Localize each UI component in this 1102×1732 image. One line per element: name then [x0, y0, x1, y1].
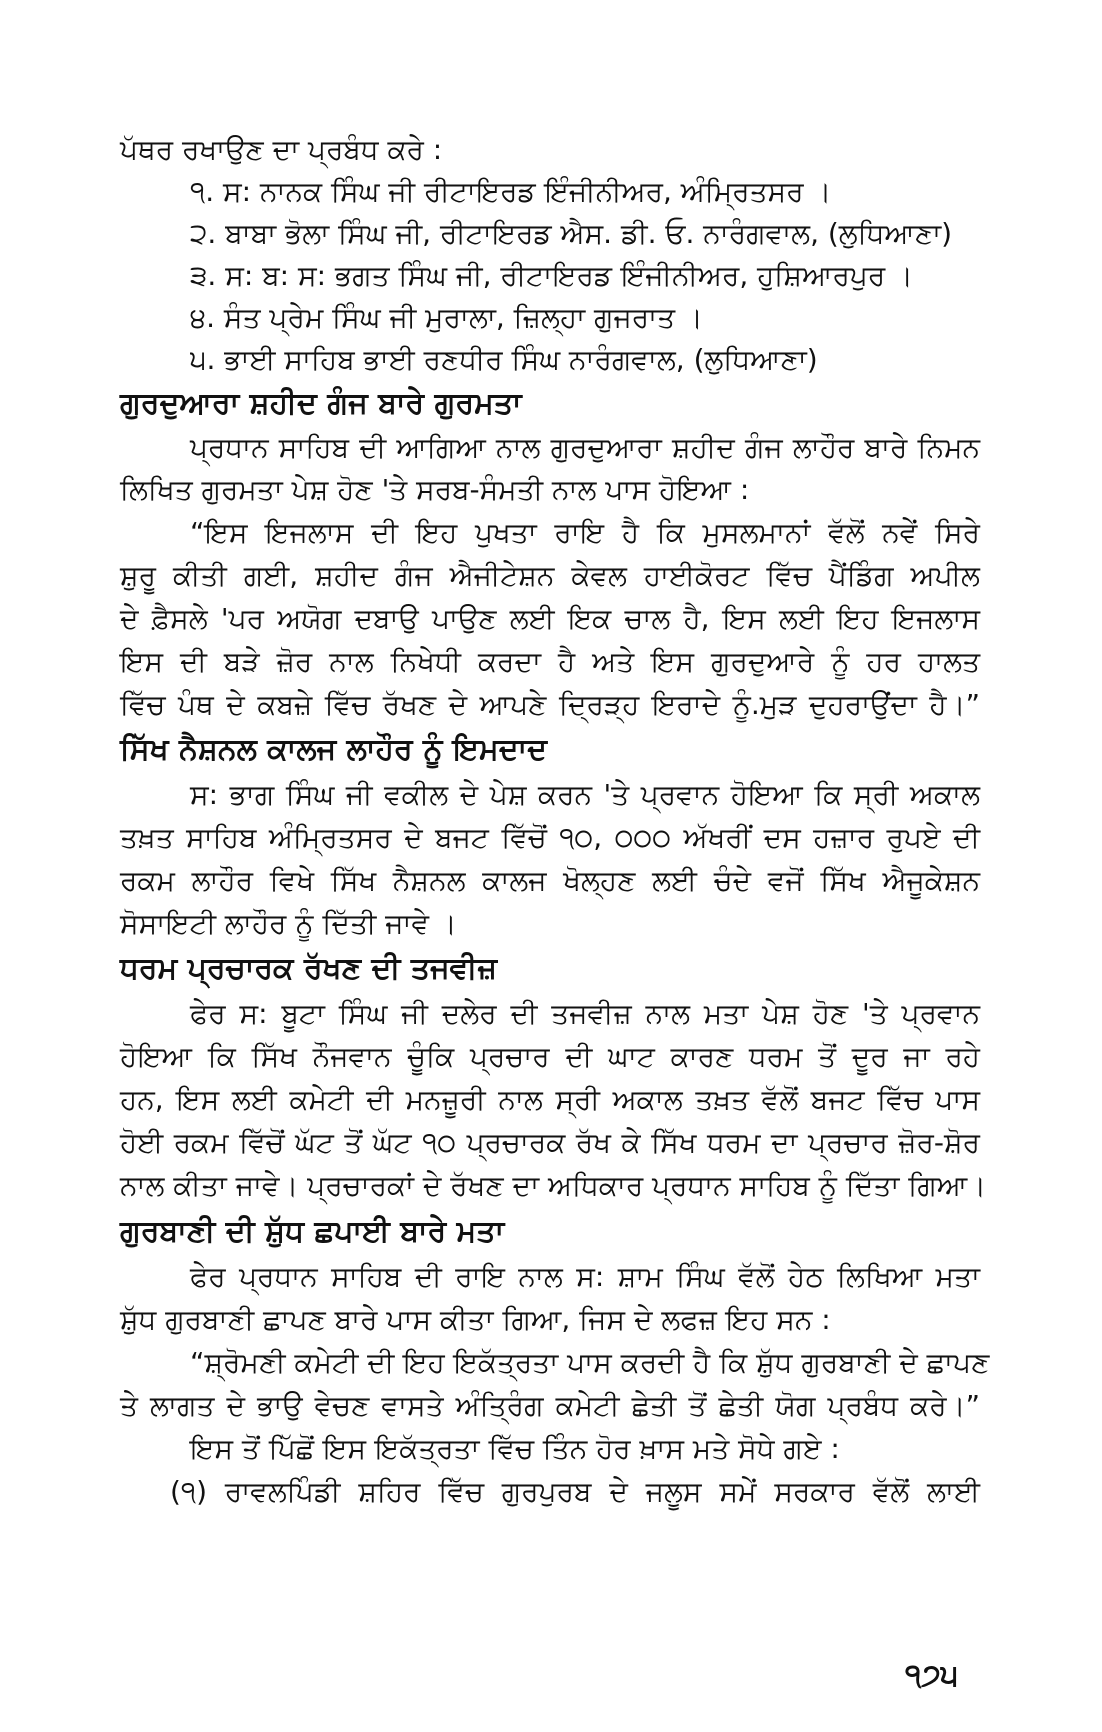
text-line: ਨਾਲ ਕੀਤਾ ਜਾਵੇ। ਪ੍ਰਚਾਰਕਾਂ ਦੇ ਰੱਖਣ ਦਾ ਅਧਿਕਾਰ ਪ੍ਰਧਾਨ ਸਾਹਿਬ ਨੂੰ ਦਿੱਤਾ ਗਿਆ।	[120, 1169, 987, 1202]
text-line: ਸ: ਭਾਗ ਸਿੰਘ ਜੀ ਵਕੀਲ ਦੇ ਪੇਸ਼ ਕਰਨ 'ਤੇ ਪ੍ਰਵਾਨ ਹੋਇਆ ਕਿ ਸ੍ਰੀ ਅਕਾਲ	[190, 778, 980, 811]
text-line: ਤੇ ਲਾਗਤ ਦੇ ਭਾਉ ਵੇਚਣ ਵਾਸਤੇ ਅੰਤ੍ਰਿੰਗ ਕਮੇਟੀ ਛੇਤੀ ਤੋਂ ਛੇਤੀ ਯੋਗ ਪ੍ਰਬੰਧ ਕਰੇ।”	[120, 1389, 980, 1422]
text-line: ਹੋਈ ਰਕਮ ਵਿੱਚੋਂ ਘੱਟ ਤੋਂ ਘੱਟ ੧੦ ਪ੍ਰਚਾਰਕ ਰੱਖ ਕੇ ਸਿੱਖ ਧਰਮ ਦਾ ਪ੍ਰਚਾਰ ਜ਼ੋਰ-ਸ਼ੋਰ	[120, 1126, 980, 1159]
list-item: ੩. ਸ: ਬ: ਸ: ਭਗਤ ਸਿੰਘ ਜੀ, ਰੀਟਾਇਰਡ ਇੰਜੀਨੀਅਰ, ਹੁਸ਼ਿਆਰਪੁਰ ।	[190, 259, 913, 292]
list-item: ੫. ਭਾਈ ਸਾਹਿਬ ਭਾਈ ਰਣਧੀਰ ਸਿੰਘ ਨਾਰੰਗਵਾਲ, (ਲੁਧਿਆਣਾ)	[190, 343, 818, 376]
text-line: ਵਿੱਚ ਪੰਥ ਦੇ ਕਬਜ਼ੇ ਵਿੱਚ ਰੱਖਣ ਦੇ ਆਪਣੇ ਦ੍ਰਿੜ੍ਹ ਇਰਾਦੇ ਨੂੰ.ਮੁੜ ਦੁਹਰਾਉਂਦਾ ਹੈ।”	[120, 688, 980, 721]
text-line: “ਸ਼੍ਰੋਮਣੀ ਕਮੇਟੀ ਦੀ ਇਹ ਇਕੱਤ੍ਰਤਾ ਪਾਸ ਕਰਦੀ ਹੈ ਕਿ ਸ਼ੁੱਧ ਗੁਰਬਾਣੀ ਦੇ ਛਾਪਣ	[190, 1346, 990, 1379]
text-line: ਰਕਮ ਲਾਹੌਰ ਵਿਖੇ ਸਿੱਖ ਨੈਸ਼ਨਲ ਕਾਲਜ ਖੋਲ੍ਹਣ ਲਈ ਚੰਦੇ ਵਜੋਂ ਸਿੱਖ ਐਜੂਕੇਸ਼ਨ	[120, 864, 980, 897]
text-line: ਫੇਰ ਸ: ਬੂਟਾ ਸਿੰਘ ਜੀ ਦਲੇਰ ਦੀ ਤਜਵੀਜ਼ ਨਾਲ ਮਤਾ ਪੇਸ਼ ਹੋਣ 'ਤੇ ਪ੍ਰਵਾਨ	[190, 997, 980, 1030]
text-line: ਫੇਰ ਪ੍ਰਧਾਨ ਸਾਹਿਬ ਦੀ ਰਾਇ ਨਾਲ ਸ: ਸ਼ਾਮ ਸਿੰਘ ਵੱਲੋਂ ਹੇਠ ਲਿਖਿਆ ਮਤਾ	[190, 1260, 980, 1293]
text-line: ਸੋਸਾਇਟੀ ਲਾਹੌਰ ਨੂੰ ਦਿੱਤੀ ਜਾਵੇ ।	[120, 907, 457, 940]
text-line: ਸ਼ੁੱਧ ਗੁਰਬਾਣੀ ਛਾਪਣ ਬਾਰੇ ਪਾਸ ਕੀਤਾ ਗਿਆ, ਜਿਸ ਦੇ ਲਫਜ਼ ਇਹ ਸਨ :	[120, 1303, 831, 1336]
list-item: ੨. ਬਾਬਾ ਭੋਲਾ ਸਿੰਘ ਜੀ, ਰੀਟਾਇਰਡ ਐਸ. ਡੀ. ਓ. ਨਾਰੰਗਵਾਲ, (ਲੁਧਿਆਣਾ)	[190, 217, 953, 250]
section-heading: ਗੁਰਬਾਣੀ ਦੀ ਸ਼ੁੱਧ ਛਪਾਈ ਬਾਰੇ ਮਤਾ	[120, 1214, 505, 1249]
text-line: “ਇਸ ਇਜਲਾਸ ਦੀ ਇਹ ਪੁਖਤਾ ਰਾਇ ਹੈ ਕਿ ਮੁਸਲਮਾਨਾਂ ਵੱਲੋਂ ਨਵੇਂ ਸਿਰੇ	[190, 516, 980, 549]
text-line: ਹੋਇਆ ਕਿ ਸਿੱਖ ਨੌਜਵਾਨ ਚੂੰਕਿ ਪ੍ਰਚਾਰ ਦੀ ਘਾਟ ਕਾਰਣ ਧਰਮ ਤੋਂ ਦੂਰ ਜਾ ਰਹੇ	[120, 1040, 980, 1073]
page-number: ੧੭੫	[905, 1658, 959, 1693]
text-line: ਇਸ ਦੀ ਬੜੇ ਜ਼ੋਰ ਨਾਲ ਨਿਖੇਧੀ ਕਰਦਾ ਹੈ ਅਤੇ ਇਸ ਗੁਰਦੁਆਰੇ ਨੂੰ ਹਰ ਹਾਲਤ	[120, 645, 980, 678]
text-line: ਤਖ਼ਤ ਸਾਹਿਬ ਅੰਮ੍ਰਿਤਸਰ ਦੇ ਬਜਟ ਵਿੱਚੋਂ ੧੦, ੦੦੦ ਅੱਖਰੀਂ ਦਸ ਹਜ਼ਾਰ ਰੁਪਏ ਦੀ	[120, 821, 980, 854]
text-line: (੧) ਰਾਵਲਪਿੰਡੀ ਸ਼ਹਿਰ ਵਿੱਚ ਗੁਰਪੁਰਬ ਦੇ ਜਲੂਸ ਸਮੇਂ ਸਰਕਾਰ ਵੱਲੋਂ ਲਾਈ	[170, 1475, 980, 1508]
text-line: ਇਸ ਤੋਂ ਪਿੱਛੋਂ ਇਸ ਇਕੱਤ੍ਰਤਾ ਵਿੱਚ ਤਿੰਨ ਹੋਰ ਖ਼ਾਸ ਮਤੇ ਸੋਧੇ ਗਏ :	[190, 1432, 840, 1465]
text-line: ਹਨ, ਇਸ ਲਈ ਕਮੇਟੀ ਦੀ ਮਨਜ਼ੂਰੀ ਨਾਲ ਸ੍ਰੀ ਅਕਾਲ ਤਖ਼ਤ ਵੱਲੋਂ ਬਜਟ ਵਿੱਚ ਪਾਸ	[120, 1083, 980, 1116]
section-heading: ਗੁਰਦੁਆਰਾ ਸ਼ਹੀਦ ਗੰਜ ਬਾਰੇ ਗੁਰਮਤਾ	[120, 386, 522, 421]
section-heading: ਧਰਮ ਪ੍ਰਚਾਰਕ ਰੱਖਣ ਦੀ ਤਜਵੀਜ਼	[120, 951, 498, 986]
list-item: ੪. ਸੰਤ ਪ੍ਰੇਮ ਸਿੰਘ ਜੀ ਮੁਰਾਲਾ, ਜ਼ਿਲ੍ਹਾ ਗੁਜਰਾਤ ।	[190, 301, 703, 334]
list-item: ੧. ਸ: ਨਾਨਕ ਸਿੰਘ ਜੀ ਰੀਟਾਇਰਡ ਇੰਜੀਨੀਅਰ, ਅੰਮ੍ਰਿਤਸਰ ।	[190, 175, 832, 208]
text-line: ਦੇ ਫ਼ੈਸਲੇ 'ਪਰ ਅਯੋਗ ਦਬਾਉ ਪਾਉਣ ਲਈ ਇਕ ਚਾਲ ਹੈ, ਇਸ ਲਈ ਇਹ ਇਜਲਾਸ	[120, 602, 980, 635]
text-line: ਸ਼ੁਰੂ ਕੀਤੀ ਗਈ, ਸ਼ਹੀਦ ਗੰਜ ਐਜੀਟੇਸ਼ਨ ਕੇਵਲ ਹਾਈਕੋਰਟ ਵਿੱਚ ਪੈਂਡਿੰਗ ਅਪੀਲ	[120, 559, 980, 592]
intro-line: ਪੱਥਰ ਰਖਾਉਣ ਦਾ ਪ੍ਰਬੰਧ ਕਰੇ :	[120, 133, 443, 166]
text-line: ਪ੍ਰਧਾਨ ਸਾਹਿਬ ਦੀ ਆਗਿਆ ਨਾਲ ਗੁਰਦੁਆਰਾ ਸ਼ਹੀਦ ਗੰਜ ਲਾਹੌਰ ਬਾਰੇ ਨਿਮਨ	[190, 431, 980, 464]
text-line: ਲਿਖਿਤ ਗੁਰਮਤਾ ਪੇਸ਼ ਹੋਣ 'ਤੇ ਸਰਬ-ਸੰਮਤੀ ਨਾਲ ਪਾਸ ਹੋਇਆ :	[120, 473, 750, 506]
section-heading: ਸਿੱਖ ਨੈਸ਼ਨਲ ਕਾਲਜ ਲਾਹੌਰ ਨੂੰ ਇਮਦਾਦ	[120, 732, 548, 767]
